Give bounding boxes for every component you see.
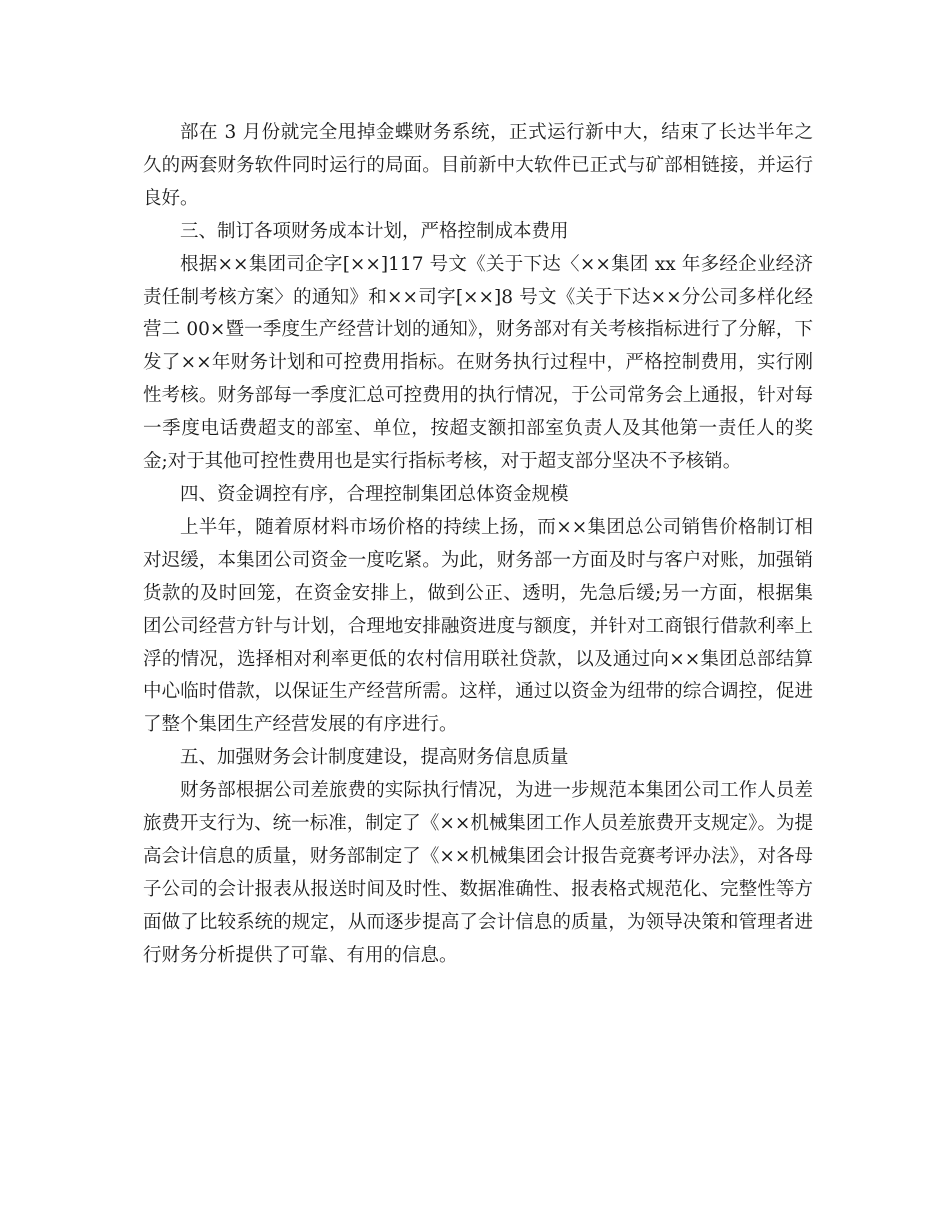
- paragraph-accounting-system: 财务部根据公司差旅费的实际执行情况，为进一步规范本集团公司工作人员差旅费开支行为、统一标准，制定了《××机械集团工作人员差旅费开支规定》。为提高会计信息的质量，财务部制定了《××机械集团会计报告竞赛考评办法》，对各母子公司的会计报表从报送时间及时性、数据准确性、报表格式规范化、完整性等方面做了比较系统的规定，从而逐步提高了会计信息的质量，为领导决策和管理者进行财务分析提供了可靠、有用的信息。: [143, 780, 813, 966]
- section-heading-5: 五、加强财务会计制度建设，提高财务信息质量: [180, 747, 569, 769]
- paragraph-cost-control: 根据××集团司企字[××]117 号文《关于下达〈××集团 xx 年多经企业经济责任制考核方案〉的通知》和××司字[××]8 号文《关于下达××分公司多样化经营二 00×暨一季度生产经营计划的通知》，财务部对有关考核指标进行了分解，下发了××年财务计划和可控费用指标。在财务执行过程中，严格控制费用，实行刚性考核。财务部每一季度汇总可控费用的执行情况，于公司常务会上通报，针对每一季度电话费超支的部室、单位，按超支额扣部室负责人及其他第一责任人的奖金;对于其他可控性费用也是实行指标考核，对于超支部分坚决不予核销。: [143, 253, 813, 473]
- document-page: [143, 117, 813, 973]
- paragraph-intro: 部在 3 月份就完全甩掉金蝶财务系统，正式运行新中大，结束了长达半年之久的两套财务软件同时运行的局面。目前新中大软件已正式与矿部相链接，并运行良好。: [143, 122, 813, 209]
- section-heading-3: 三、制订各项财务成本计划，严格控制成本费用: [180, 220, 569, 242]
- paragraph-fund-control: 上半年，随着原材料市场价格的持续上扬，而××集团总公司销售价格制订相对迟缓，本集团公司资金一度吃紧。为此，财务部一方面及时与客户对账，加强销货款的及时回笼，在资金安排上，做到公正、透明，先急后缓;另一方面，根据集团公司经营方针与计划，合理地安排融资进度与额度，并针对工商银行借款利率上浮的情况，选择相对利率更低的农村信用联社贷款，以及通过向××集团总部结算中心临时借款，以保证生产经营所需。这样，通过以资金为纽带的综合调控，促进了整个集团生产经营发展的有序进行。: [143, 516, 813, 736]
- section-heading-4: 四、资金调控有序，合理控制集团总体资金规模: [180, 483, 569, 505]
